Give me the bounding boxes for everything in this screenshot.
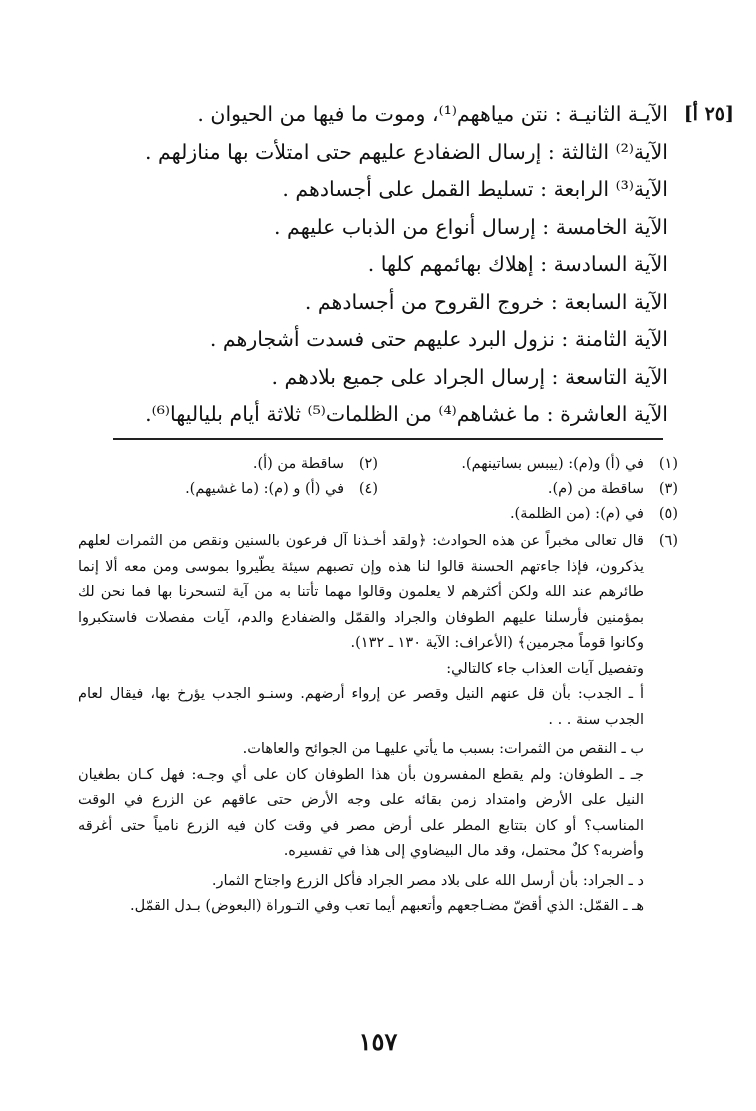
footnote-text: في (أ) و (م): (ما غشيهم). — [185, 481, 344, 497]
footnote-row — [78, 477, 678, 502]
verse-line: الآية⁽³⁾ الرابعة : تسليط القمل على أجسادهم . — [282, 177, 668, 201]
footnote-number: (١) — [658, 456, 678, 472]
footnote-body — [78, 529, 644, 920]
footnote-text: ساقطة من (أ). — [252, 456, 344, 472]
footnote-4 — [78, 477, 378, 502]
verse-line: الآية السادسة : إهلاك بهائمهم كلها . — [367, 252, 668, 276]
verse-line: الآية السابعة : خروج القروح من أجسادهم . — [304, 289, 668, 314]
footnote-number: (٥) — [658, 506, 678, 522]
footnotes — [78, 452, 678, 920]
footnote-2 — [78, 452, 378, 477]
footnote-row — [78, 502, 678, 527]
verse-line: الآية التاسعة : إرسال الجراد على جميع بلادهم . — [271, 364, 668, 389]
footnote-paragraph: وتفصيل آيات العذاب جاء كالتالي: — [446, 660, 644, 677]
footnote-1 — [378, 452, 678, 477]
footnote-paragraph: هـ ـ القمّل: الذي أقضّ مضـاجعهم وأتعبهم أيما تعب وفي التـوراة (البعوض) بـدل القمّل. — [130, 898, 644, 914]
footnote-5 — [378, 502, 678, 527]
verse-line: الآية⁽²⁾ الثالثة : إرسال الضفادع عليهم حتى امتلأت بها منازلهم . — [144, 139, 668, 164]
verse-line: الآية الثامنة : نزول البرد عليهم حتى فسدت أشجارهم . — [209, 327, 668, 351]
footnote-text: في (أ) و(م): (ييبس بساتينهم). — [461, 456, 644, 472]
footnote-paragraph: ب ـ النقص من الثمرات: بسبب ما يأتي عليهـا من الجوائح والعاهات. — [242, 741, 644, 757]
manuscript-folio-reference: [٢٥ أ] — [683, 103, 734, 125]
verse-line: الآية الخامسة : إرسال أنواع من الذباب عليهم . — [274, 214, 668, 239]
footnote-paragraph: د ـ الجراد: بأن أرسل الله على بلاد مصر الجراد فأكل الزرع واجتاح الثمار. — [211, 872, 644, 889]
footnote-text: ساقطة من (م). — [547, 481, 644, 497]
footnote-paragraph: أ ـ الجدب: بأن قل عنهم النيل وقصر عن إرواء أرضهم. وسنـو الجدب يؤرخ بها، فيقال لعام الجدب سنة . . . — [78, 686, 644, 728]
page-number: ١٥٧ — [358, 1027, 398, 1056]
footnote-3 — [378, 477, 678, 502]
footnote-row — [78, 452, 678, 477]
footnote-number: (٢) — [358, 456, 378, 472]
footnote-number: (٣) — [658, 481, 678, 497]
verse-line: الآية العاشرة : ما غشاهم⁽⁴⁾ من الظلمات⁽⁵⁾ ثلاثة أيام بلياليها⁽⁶⁾. — [145, 402, 668, 426]
footnote-6 — [78, 529, 678, 920]
verse-list — [68, 96, 668, 434]
verse-line: الآيـة الثانيـة : نتن مياههم⁽¹⁾، وموت ما فيها من الحيوان . — [197, 102, 668, 126]
footnote-number: (٤) — [358, 481, 378, 497]
footnote-text: في (م): (من الظلمة). — [509, 506, 644, 522]
quran-quotation: قال تعالى مخبراً عن هذه الحوادث: ﴿ولقد أخـذنا آل فرعون بالسنين ونقص من الثمرات لعلهم يذكرون، فإذا جاءتهم الحسنة قالوا لنا هذه وإن تصبهم سيئة يطّيروا بموسى ومن معه ألا إنما طائرهم عند الله ولكن أكثرهم لا يعلمون وقالوا مهما تأتنا به من آية لتسحرنا بها فما نحن لك بمؤمنين فأرسلنا عليهم الطوفان والجراد والقمّل والضفادع والدم، آيات مفصلات فاستكبروا وكانوا قوماً مجرمين﴾ (الأعراف: الآية ١٣٠ ـ ١٣٢). — [78, 533, 644, 651]
footnote-number: (٦) — [658, 533, 678, 549]
footnote-paragraph: جـ ـ الطوفان: ولم يقطع المفسرون بأن هذا الطوفان كان على أي وجـه: فهل كـان بطغيان النيل على الأرض وامتداد زمن بقائه على وجه الأرض حتى عاقهم عن الزرع في الوقت المناسب؟ أو كان بتتابع المطر على أرض مصر في وقت كان فيه الزرع نامياً حتى أغرقه وأضربه؟ كلٌ محتمل، وقد مال البيضاوي إلى هذا في تفسيره. — [78, 766, 644, 859]
footnote-separator — [113, 438, 663, 440]
